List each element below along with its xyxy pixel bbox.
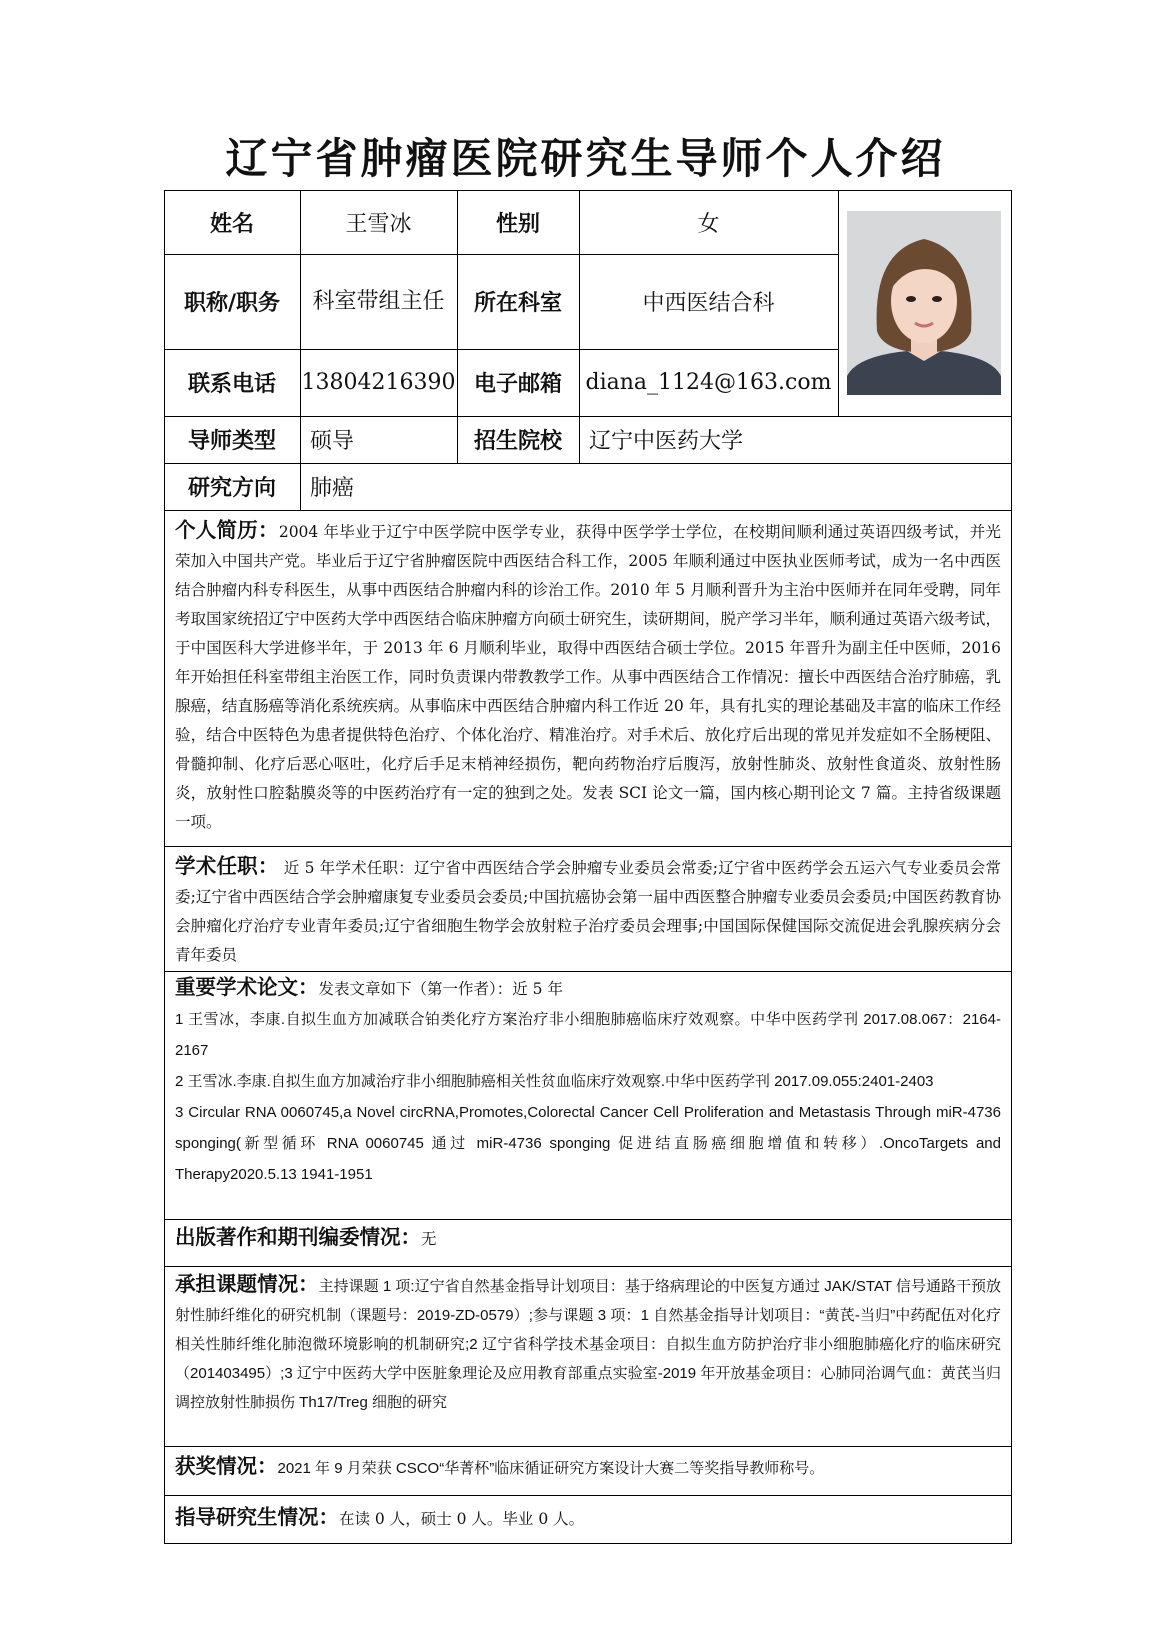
direction-value: 肺癌 [310,476,355,501]
paper-item-2: 2 王雪冰.李康.自拟生血方加减治疗非小细胞肺癌相关性贫血临床疗效观察.中华中医药学刊 2017.09.055:2401-2403 [175,1073,934,1090]
students-heading: 指导研究生情况： [175,1505,339,1529]
students-section [164,1495,1012,1534]
publications-text: 无 [421,1230,437,1248]
academic-section [164,846,1012,970]
paper-item-1: 1 王雪冰，李康.自拟生血方加减联合铂类化疗方案治疗非小细胞肺癌临床疗效观察。中华中医药学刊 2017.08.067：2164-2167 [175,1011,1001,1059]
academic-heading: 学术任职： [175,854,279,878]
bio-text: 2004 年毕业于辽宁中医学院中医学专业，获得中医学学士学位，在校期间顺利通过英语四级考试，并光荣加入中国共产党。毕业后于辽宁省肿瘤医院中西医结合科工作，2005 年顺利通过中医执业医师考试，成为一名中西医结合肿瘤内科专科医生，从事中西医结合肿瘤内科的诊治工作。2010 年 5 月顺利晋升为主治中医师并在同年受聘，同年考取国家统招辽宁中医药大学中西医结合临床肿瘤方向硕士研究生，读研期间，脱产学习半年，顺利通过英语六级考试，于中国医科大学进修半年，于 2013 年 6 月顺利毕业，取得中西医结合硕士学位。2015 年晋升为副主任中医师，2016 年开始担任科室带组主治医工作，同时负责课内带教教学工作。从事中西医结合工作情况：擅长中西医结合治疗肺癌，乳腺癌，结直肠癌等消化系统疾病。从事临床中西医结合肿瘤内科工作近 20 年，具有扎实的理论基础及丰富的临床工作经验，结合中医特色为患者提供特色治疗、个体化治疗、精准治疗。对手术后、放化疗后出现的常见并发症如不全肠梗阻、骨髓抑制、化疗后恶心呕吐，化疗后手足末梢神经损伤，靶向药物治疗后腹泻，放射性肺炎、放射性食道炎、放射性肠炎，放射性口腔黏膜炎等的中医药治疗有一定的独到之处。发表 SCI 论文一篇，国内核心期刊论文 7 篇。主持省级课题一项。 [175,523,1002,831]
papers-heading: 重要学术论文： [175,975,319,999]
awards-text: 2021 年 9 月荣获 CSCO“华菁杯”临床循证研究方案设计大赛二等奖指导教师称号。 [277,1460,825,1477]
type-label: 导师类型 [187,429,276,454]
bio-section [164,510,1012,837]
portrait-photo [847,211,1001,395]
gender-label: 性别 [495,211,540,237]
email-label: 电子邮箱 [473,372,562,397]
school-label: 招生院校 [473,429,562,454]
dept-value: 中西医结合科 [642,291,775,316]
papers-section [164,971,1012,1190]
title-value: 科室带组主任 [312,288,445,314]
school-value: 辽宁中医药大学 [589,429,744,454]
projects-section [164,1266,1012,1417]
projects-text: 主持课题 1 项:辽宁省自然基金指导计划项目：基于络病理论的中医复方通过 JAK/STAT 信号通路干预放射性肺纤维化的研究机制（课题号：2019-ZD-0579）;参与课题 3 项：1 自然基金指导计划项目：“黄芪-当归”中药配伍对化疗相关性肺纤维化肺泡微环境影响的机制研究;2 辽宁省科学技术基金项目：自拟生血方防护治疗非小细胞肺癌化疗的临床研究（201403495）;3 辽宁中医药大学中医脏象理论及应用教育部重点实验室-2019 年开放基金项目：心肺同治调气血：黄芪当归调控放射性肺损伤 Th17/Treg 细胞的研究 [175,1278,1002,1411]
awards-heading: 获奖情况： [175,1454,278,1478]
phone-label: 联系电话 [187,372,276,397]
phone-value: 13804216390 [301,370,456,395]
awards-section [164,1446,1012,1483]
name-value: 王雪冰 [345,211,412,237]
type-value: 硕导 [310,429,355,454]
academic-text: 近 5 年学术任职：辽宁省中西医结合学会肿瘤专业委员会常委;辽宁省中医药学会五运六气专业委员会常委;辽宁省中西医结合学会肿瘤康复专业委员会委员;中国抗癌协会第一届中西医整合肿瘤专业委员会委员;中国医药教育协会肿瘤化疗治疗专业青年委员;辽宁省细胞生物学会放射粒子治疗委员会理事;中国国际保健国际交流促进会乳腺疾病分会青年委员 [175,859,1002,964]
title-label: 职称/职务 [183,291,281,316]
name-label: 姓名 [209,211,254,237]
publications-heading: 出版著作和期刊编委情况： [175,1225,421,1249]
projects-heading: 承担课题情况： [175,1272,319,1296]
direction-label: 研究方向 [187,476,276,501]
dept-label: 所在科室 [473,291,562,316]
email-value: diana_1124@163.com [585,370,832,395]
bio-heading: 个人简历： [175,518,279,542]
paper-item-3: 3 Circular RNA 0060745,a Novel circRNA,Promotes,Colorectal Cancer Cell Proliferation and Metastasis Through miR-4736 sponging(新型循环 RNA 0060745 通过 miR-4736 sponging 促进结直肠癌细胞增值和转移）.OncoTargets and Therapy2020.5.13 1941-1951 [175,1104,1001,1183]
papers-intro: 发表文章如下（第一作者）：近 5 年 [318,980,563,998]
gender-value: 女 [697,211,720,237]
students-text: 在读 0 人，硕士 0 人。毕业 0 人。 [339,1510,585,1528]
publications-section [164,1219,1012,1254]
page-title: 辽宁省肿瘤医院研究生导师个人介绍 [225,134,946,183]
